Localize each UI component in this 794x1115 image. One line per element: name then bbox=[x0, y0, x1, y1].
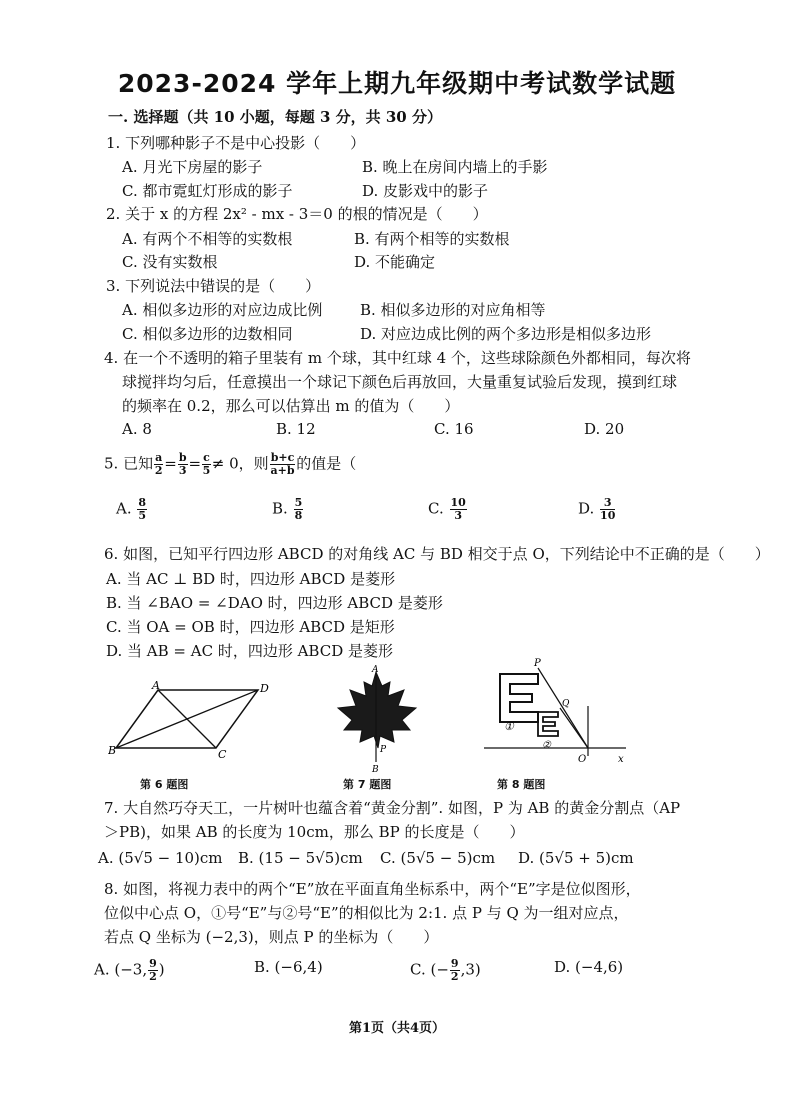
q8-line2: 位似中心点 O，①号“E”与②号“E”的相似比为 2:1. 点 P 与 Q 为一组对应点， bbox=[104, 904, 629, 922]
q1-option-b: B. 晚上在房间内墙上的手影 bbox=[362, 158, 548, 176]
label-b: B bbox=[108, 744, 117, 757]
q5-mid: ≠ 0，则 bbox=[211, 454, 269, 473]
figure-7-leaf bbox=[332, 664, 422, 774]
q5-suffix: 的值是（ bbox=[296, 454, 357, 473]
q6-stem: 6. 如图，已知平行四边形 ABCD 的对角线 AC 与 BD 相交于点 O，下列结论中不正确的是（ ） bbox=[104, 545, 770, 563]
q5-option-d: D. $\frac{3}{10}$ bbox=[578, 496, 616, 522]
q7-option-d: D. (5√5 + 5)cm bbox=[518, 849, 634, 867]
label-e-o: O bbox=[578, 754, 587, 765]
figure-8-coordinate bbox=[480, 656, 630, 768]
q2-option-c: C. 没有实数根 bbox=[122, 253, 218, 271]
q8-line1: 8. 如图，将视力表中的两个“E”放在平面直角坐标系中，两个“E”字是位似图形， bbox=[104, 880, 641, 898]
fraction-c-over-5: $\frac{c}{5}$ bbox=[202, 451, 211, 477]
q7-line1: 7. 大自然巧夺天工，一片树叶也蕴含着“黄金分割”. 如图，P 为 AB 的黄金分割点（AP bbox=[104, 799, 681, 817]
label-a: A bbox=[152, 680, 160, 692]
q2-option-d: D. 不能确定 bbox=[354, 253, 436, 271]
q3-stem: 3. 下列说法中错误的是（ ） bbox=[106, 277, 321, 295]
q7-option-a: A. (5√5 − 10)cm bbox=[98, 849, 223, 867]
q2-option-b: B. 有两个相等的实数根 bbox=[354, 230, 510, 248]
label-d: D bbox=[260, 682, 269, 695]
label-e-p: P bbox=[534, 658, 541, 669]
label-e-two: ② bbox=[542, 740, 551, 751]
q8-option-d: D. (−4,6) bbox=[554, 958, 624, 976]
page-footer: 第1页（共4页） bbox=[348, 1021, 446, 1036]
q3-option-b: B. 相似多边形的对应角相等 bbox=[360, 301, 546, 319]
label-e-one: ① bbox=[504, 720, 514, 733]
q1-option-c: C. 都市霓虹灯形成的影子 bbox=[122, 182, 293, 200]
q6-option-a: A. 当 AC ⊥ BD 时，四边形 ABCD 是菱形 bbox=[106, 570, 396, 588]
page-title: 2023-2024 学年上期九年级期中考试数学试题 bbox=[117, 69, 677, 98]
q8-line3: 若点 Q 坐标为 (−2,3)，则点 P 的坐标为（ ） bbox=[104, 928, 439, 946]
q3-option-c: C. 相似多边形的边数相同 bbox=[122, 325, 293, 343]
q7-option-c: C. (5√5 − 5)cm bbox=[380, 849, 496, 867]
q6-option-d: D. 当 AB = AC 时，四边形 ABCD 是菱形 bbox=[106, 642, 394, 660]
figure-6-parallelogram bbox=[108, 680, 278, 760]
q7-line2: ＞PB)，如果 AB 的长度为 10cm，那么 BP 的长度是（ ） bbox=[104, 823, 525, 841]
q8-option-c: C. (− $\frac{9}{2}$ ,3) bbox=[410, 957, 481, 983]
q1-stem: 1. 下列哪种影子不是中心投影（ ） bbox=[106, 134, 366, 152]
q2-stem: 2. 关于 x 的方程 2x² - mx - 3＝0 的根的情况是（ ） bbox=[106, 205, 488, 223]
q8-option-a: A. (−3, $\frac{9}{2}$ ) bbox=[94, 957, 165, 983]
label-e-q: Q bbox=[562, 699, 570, 709]
q5-option-a: A. $\frac{8}{5}$ bbox=[116, 496, 147, 522]
q4-option-d: D. 20 bbox=[584, 420, 625, 438]
q4-option-a: A. 8 bbox=[122, 420, 152, 438]
label-c: C bbox=[218, 748, 227, 760]
q3-option-d: D. 对应边成比例的两个多边形是相似多边形 bbox=[360, 325, 652, 343]
fraction-b-over-3: $\frac{b}{3}$ bbox=[178, 451, 187, 477]
q1-option-d: D. 皮影戏中的影子 bbox=[362, 182, 489, 200]
q8-option-b: B. (−6,4) bbox=[254, 958, 323, 976]
q4-line3: 的频率在 0.2，那么可以估算出 m 的值为（ ） bbox=[122, 397, 460, 415]
label-leaf-a: A bbox=[372, 665, 379, 675]
label-leaf-b: B bbox=[372, 765, 379, 774]
figure-8-caption: 第 8 题图 bbox=[497, 778, 546, 791]
q4-line1: 4. 在一个不透明的箱子里装有 m 个球，其中红球 4 个，这些球除颜色外都相同，每次将 bbox=[104, 349, 691, 367]
label-e-x: x bbox=[618, 754, 624, 765]
q5-option-c: C. $\frac{10}{3}$ bbox=[428, 496, 466, 522]
q6-option-c: C. 当 OA = OB 时，四边形 ABCD 是矩形 bbox=[106, 618, 395, 636]
q5-prefix: 5. 已知 bbox=[104, 454, 154, 473]
q6-option-b: B. 当 ∠BAO = ∠DAO 时，四边形 ABCD 是菱形 bbox=[106, 594, 443, 612]
q1-option-a: A. 月光下房屋的影子 bbox=[122, 158, 263, 176]
section-heading: 一. 选择题（共 10 小题，每题 3 分，共 30 分） bbox=[108, 108, 442, 126]
q3-option-a: A. 相似多边形的对应边成比例 bbox=[122, 301, 323, 319]
label-leaf-p: P bbox=[380, 745, 387, 755]
fraction-expression: $\frac{b+c}{a+b}$ bbox=[270, 451, 295, 477]
fraction-a-over-2: $\frac{a}{2}$ bbox=[154, 451, 163, 477]
q7-option-b: B. (15 − 5√5)cm bbox=[238, 849, 363, 867]
q4-option-c: C. 16 bbox=[434, 420, 474, 438]
figure-7-caption: 第 7 题图 bbox=[343, 778, 392, 791]
q2-option-a: A. 有两个不相等的实数根 bbox=[122, 230, 293, 248]
q5-stem: 5. 已知 $\frac{a}{2}$ = $\frac{b}{3}$ = $\frac{c}{5}$ ≠ 0，则 $\frac{b+c}{a+b}$ 的值是（ bbox=[104, 451, 357, 477]
figure-6-caption: 第 6 题图 bbox=[140, 778, 189, 791]
q4-line2: 球搅拌均匀后，任意摸出一个球记下颜色后再放回，大量重复试验后发现，摸到红球 bbox=[122, 373, 678, 391]
q5-option-b: B. $\frac{5}{8}$ bbox=[272, 496, 303, 522]
q4-option-b: B. 12 bbox=[276, 420, 316, 438]
